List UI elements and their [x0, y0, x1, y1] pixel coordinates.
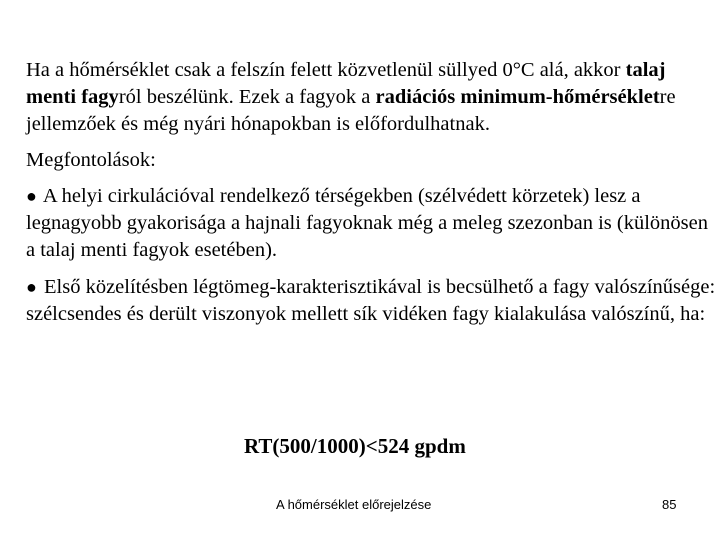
considerations-heading: Megfontolások: — [26, 149, 156, 171]
bullet-text-2: Első közelítésben légtömeg-karakterisztikával is becsülhető a fagy valószínűsége: szélcsendes és derült viszonyok mellett sík vidéken fagy kialakulása valószínű, ha: — [26, 276, 716, 325]
intro-text-3: re jellemzőek és még nyári hónapokban is előfordulhatnak. — [26, 86, 676, 135]
footer-title: A hőmérséklet előrejelzése — [276, 497, 432, 512]
bullet-item-2 — [26, 274, 716, 328]
intro-paragraph — [26, 57, 716, 138]
bullet-text-1: A helyi cirkulációval rendelkező térségekben (szélvédett körzetek) lesz a legnagyobb gyakorisága a hajnali fagyoknak még a meleg szezonban is (különösen a talaj menti fagyok esetében). — [26, 185, 708, 261]
intro-term-radiation-minimum: radiációs minimum-hőmérséklet — [375, 86, 660, 108]
intro-text-2: ról beszélünk. Ezek a fagyok a — [118, 86, 376, 108]
bullet-dot-icon: ● — [26, 186, 37, 206]
page-number: 85 — [662, 497, 677, 512]
intro-text-1: Ha a hőmérséklet csak a felszín felett közvetlenül süllyed 0°C alá, akkor — [26, 59, 626, 81]
intro-term-ground-frost: talaj menti fagy — [26, 59, 666, 108]
slide-body — [26, 57, 716, 338]
frost-criterion-formula: RT(500/1000)<524 gpdm — [244, 434, 466, 458]
bullet-item-1 — [26, 183, 716, 264]
bullet-dot-icon: ● — [26, 277, 37, 297]
